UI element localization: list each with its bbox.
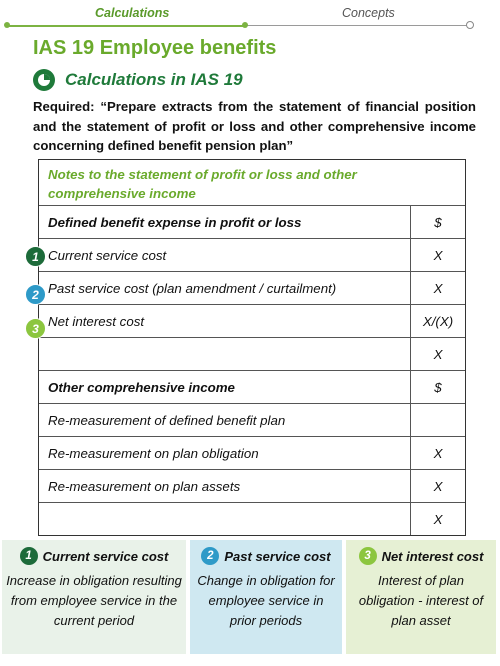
row-value bbox=[410, 404, 465, 436]
box-title: Current service cost bbox=[42, 548, 169, 564]
table-header-row bbox=[39, 160, 465, 205]
table-row bbox=[39, 238, 465, 271]
row-label: Defined benefit expense in profit or loss bbox=[48, 214, 302, 230]
top-navigation bbox=[0, 0, 500, 30]
table-row bbox=[39, 370, 465, 403]
row-label bbox=[39, 338, 410, 370]
table-row bbox=[39, 205, 465, 238]
progress-line-remaining bbox=[246, 25, 468, 26]
number-badge: 2 bbox=[201, 547, 219, 565]
table-row bbox=[39, 502, 465, 535]
number-badge-1: 1 bbox=[25, 246, 46, 267]
box-header bbox=[346, 541, 496, 571]
row-label: Current service cost bbox=[48, 247, 167, 263]
progress-dot-end bbox=[466, 21, 474, 29]
row-label: Past service cost (plan amendment / curtailment) bbox=[48, 280, 337, 296]
number-badge: 1 bbox=[20, 547, 38, 565]
notes-table bbox=[38, 159, 466, 536]
row-label: Re-measurement on plan obligation bbox=[48, 445, 259, 461]
row-value: X bbox=[410, 272, 465, 304]
box-title: Past service cost bbox=[224, 548, 331, 564]
required-text: Required: “Prepare extracts from the statement of financial position and the statement of profit or loss and other comprehensive income concerning defined benefit pension plan” bbox=[33, 99, 476, 153]
page-title: IAS 19 Employee benefits bbox=[33, 37, 277, 59]
section-heading bbox=[33, 68, 243, 92]
progress-dot-current bbox=[242, 22, 248, 28]
row-value: X bbox=[410, 338, 465, 370]
explanation-box-past-service-cost bbox=[190, 540, 342, 654]
table-row bbox=[39, 469, 465, 502]
number-badge-2: 2 bbox=[25, 284, 46, 305]
clock-icon bbox=[33, 69, 55, 91]
box-title: Net interest cost bbox=[381, 548, 484, 564]
explanation-box-net-interest-cost bbox=[346, 540, 496, 654]
notes-header: Notes to the statement of profit or loss and other comprehensive income bbox=[48, 166, 357, 201]
row-value: X bbox=[410, 470, 465, 502]
table-row bbox=[39, 337, 465, 370]
table-row bbox=[39, 304, 465, 337]
row-value: $ bbox=[410, 206, 465, 238]
box-header bbox=[2, 541, 186, 571]
progress-dot-start bbox=[4, 22, 10, 28]
row-value: X bbox=[410, 239, 465, 271]
row-label bbox=[39, 503, 410, 535]
section-subtitle: Calculations in IAS 19 bbox=[65, 70, 243, 89]
progress-line-completed bbox=[6, 25, 246, 27]
row-value: $ bbox=[410, 371, 465, 403]
tab-concepts[interactable]: Concepts bbox=[342, 6, 395, 20]
table-row bbox=[39, 436, 465, 469]
row-value: X/(X) bbox=[410, 305, 465, 337]
table-row bbox=[39, 403, 465, 436]
row-value: X bbox=[410, 437, 465, 469]
number-badge: 3 bbox=[359, 547, 377, 565]
tab-calculations[interactable]: Calculations bbox=[95, 6, 170, 20]
row-label: Net interest cost bbox=[48, 313, 145, 329]
row-label: Re-measurement of defined benefit plan bbox=[48, 412, 286, 428]
box-description: Change in obligation for employee service in prior periods bbox=[197, 573, 335, 628]
row-label: Other comprehensive income bbox=[48, 379, 235, 395]
box-header bbox=[190, 541, 342, 571]
row-label: Re-measurement on plan assets bbox=[48, 478, 241, 494]
box-description: Increase in obligation resulting from employee service in the current period bbox=[6, 573, 182, 628]
row-value: X bbox=[410, 503, 465, 535]
explanation-box-current-service-cost bbox=[2, 540, 186, 654]
number-badge-3: 3 bbox=[25, 318, 46, 339]
box-description: Interest of plan obligation - interest of plan asset bbox=[358, 573, 484, 628]
table-row bbox=[39, 271, 465, 304]
